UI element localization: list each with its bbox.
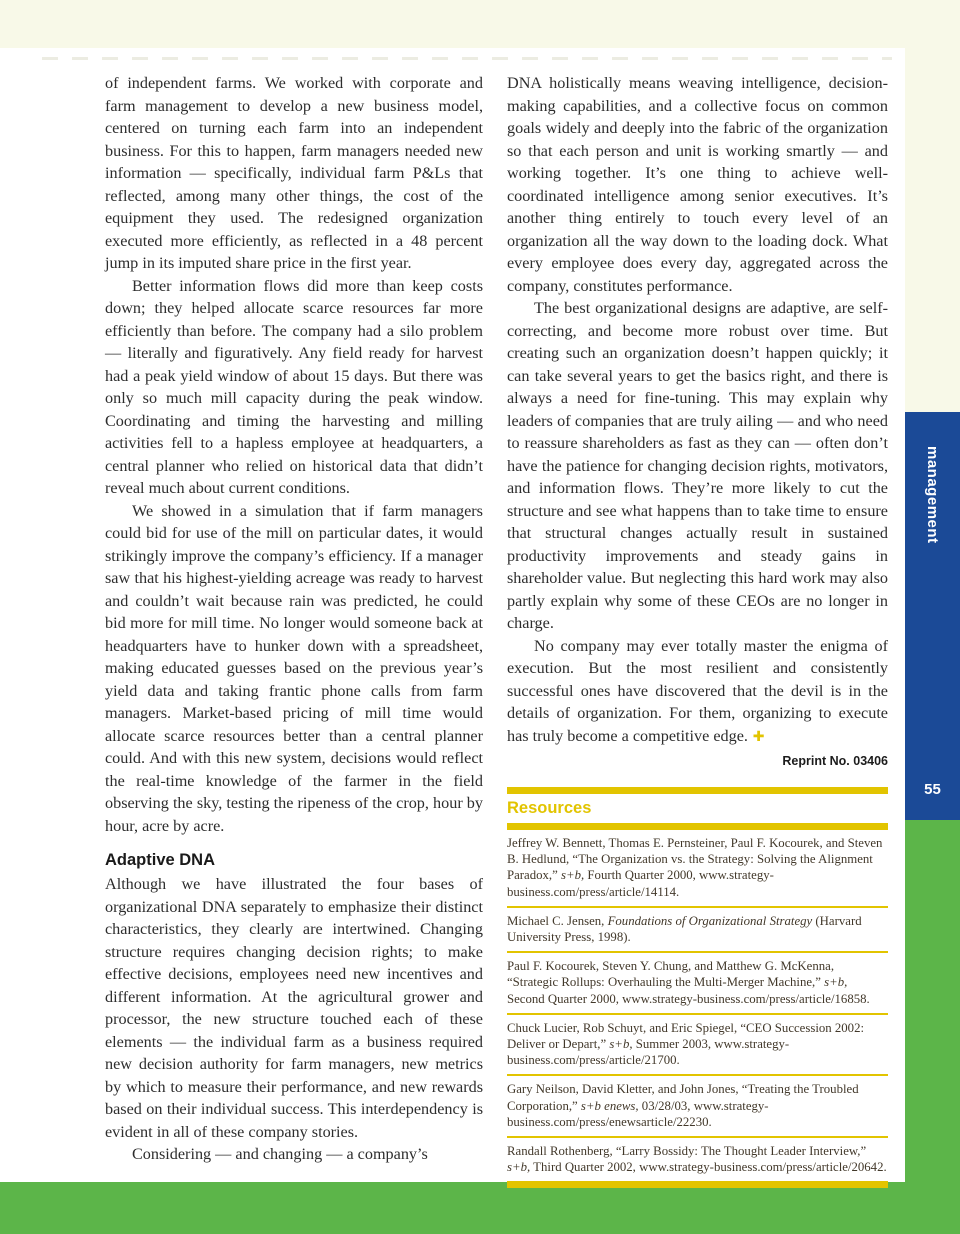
paragraph: We showed in a simulation that if farm managers could bid for use of the mill on particular dates, it would strikingly improve the company’s efficiency. If a manager saw that his highest-yielding acreage was ready to harvest and couldn’t wait because rain was predicted, he could bid more for mill time. No longer would someone back at headquarters have to hunker down with a spreadsheet, making educated guesses based on the previous year’s yield data and taking frantic phone calls from farm managers. Market-based pricing of mill time would allocate scarce resources better than a central planner could. And with this new system, decisions would reflect the real-time knowledge of the farmer in the field observing the sky, testing the ripeness of the crop, hour by hour, acre by acre. (105, 501, 483, 835)
paragraph: Although we have illustrated the four bases of organizational DNA separately to emphasize their distinct characteristics, they clearly are intertwined. Changing structure requires changing decision rights; to make effective decisions, employees need new incentives and different information. At the agricultural grower and processor, the new structure touched each of these elements — the individual farm as a business required new decision authority for farm managers, new metrics by which to measure their performance, and new rewards based on their individual success. This interdependency is evident in all of these company stories. (105, 875, 483, 1141)
resource-entry: Chuck Lucier, Rob Schuyt, and Eric Spiegel, “CEO Succession 2002: Deliver or Depart,” s+b, Summer 2003, www.strategy-business.com/press/article/21700. (507, 1013, 888, 1075)
resources-heading: Resources (507, 799, 592, 817)
section-tab (905, 412, 960, 820)
gold-rule (507, 787, 888, 794)
paragraph: Better information flows did more than keep costs down; they helped allocate scarce resources far more efficiently than before. The company had a silo problem — literally and figuratively. Any field ready for harvest had a peak yield window of about 15 days. But there was only so much mill capacity during the peak window. Coordinating and timing the harvesting and milling activities fell to a hapless employee at headquarters, a central planner who relied on historical data that didn’t reveal much about current conditions. (105, 276, 483, 497)
left-column (105, 72, 483, 1166)
body-text-block (105, 72, 483, 837)
paragraph: No company may ever totally master the enigma of execution. But the most resilient and consistently successful ones have discovered that the devil is in the details of organization. For them, organizing to execute has truly become a competitive edge. ✚ (507, 636, 888, 745)
subsection-heading: Adaptive DNA (105, 851, 216, 869)
perforation-line (42, 57, 892, 60)
top-margin-band (0, 0, 960, 48)
body-text-block (507, 72, 888, 748)
resources-list (507, 830, 888, 1181)
paragraph: of independent farms. We worked with corporate and farm management to develop a new business model, centered on turning each farm into an independent business. For this to happen, farm managers needed new information — specifically, individual farm P&Ls that reflected, among many other things, the cost of the equipment they used. The redesigned organization executed more efficiently, as reflected in a 48 percent jump in its imputed share price in the first year. (105, 74, 483, 272)
body-text-block (105, 873, 483, 1166)
paragraph: The best organizational designs are adaptive, are self-correcting, and become more robust over time. But creating such an organization doesn’t happen quickly; it can take several years to get the basics right, and there is always a need for fine-tuning. This may explain why leaders of companies that are truly ailing — and who need to reassure shareholders as fast as they can — often don’t have the patience for changing decision rights, motivators, and information flows. They’re more likely to cut the structure and see what happens than to take time to ensure that structural changes actually result in sustained productivity improvements and steady gains in shareholder value. But neglecting this hard work may also partly explain why some of these CEOs are no longer in charge. (507, 299, 888, 632)
resource-entry: Gary Neilson, David Kletter, and John Jones, “Treating the Troubled Corporation,” s+b enews, 03/28/03, www.strategy-business.com/press/enewsarticle/22230. (507, 1074, 888, 1136)
resources-box (507, 787, 888, 1188)
gold-rule (507, 1181, 888, 1188)
paragraph: Considering — and changing — a company’s (132, 1145, 428, 1163)
page-number: 55 (924, 781, 941, 798)
resource-entry: Randall Rothenberg, “Larry Bossidy: The Thought Leader Interview,” s+b, Third Quarter 2002, www.strategy-business.com/press/article/20642. (507, 1136, 888, 1181)
right-column (507, 72, 888, 1188)
right-margin-strip (905, 0, 960, 412)
resource-entry: Michael C. Jensen, Foundations of Organizational Strategy (Harvard University Press, 1998). (507, 906, 888, 951)
bottom-green-band (0, 1182, 960, 1234)
paragraph: DNA holistically means weaving intelligence, decision-making capabilities, and a collective focus on common goals widely and deeply into the fabric of the organization so that each person and unit is working smartly — and working together. It’s one thing to achieve well-coordinated intelligence among senior executives. It’s another thing entirely to touch every level of an organization all the way down to the loading dock. What every employee does every day, aggregated across the company, constitutes performance. (507, 74, 888, 295)
gold-rule (507, 823, 888, 830)
section-label: management (924, 446, 941, 544)
right-green-strip (905, 820, 960, 1234)
reprint-number: Reprint No. 03406 (782, 754, 888, 768)
end-of-article-icon: ✚ (747, 728, 765, 745)
resource-entry: Paul F. Kocourek, Steven Y. Chung, and Matthew G. McKenna, “Strategic Rollups: Overhauling the Multi-Merger Machine,” s+b, Second Quarter 2000, www.strategy-business.com/press/article/16858. (507, 951, 888, 1013)
resource-entry: Jeffrey W. Bennett, Thomas E. Pernsteiner, Paul F. Kocourek, and Steven B. Hedlund, “The Organization vs. the Strategy: Solving the Alignment Paradox,” s+b, Fourth Quarter 2000, www.strategy-business.com/press/article/14114. (507, 836, 883, 899)
